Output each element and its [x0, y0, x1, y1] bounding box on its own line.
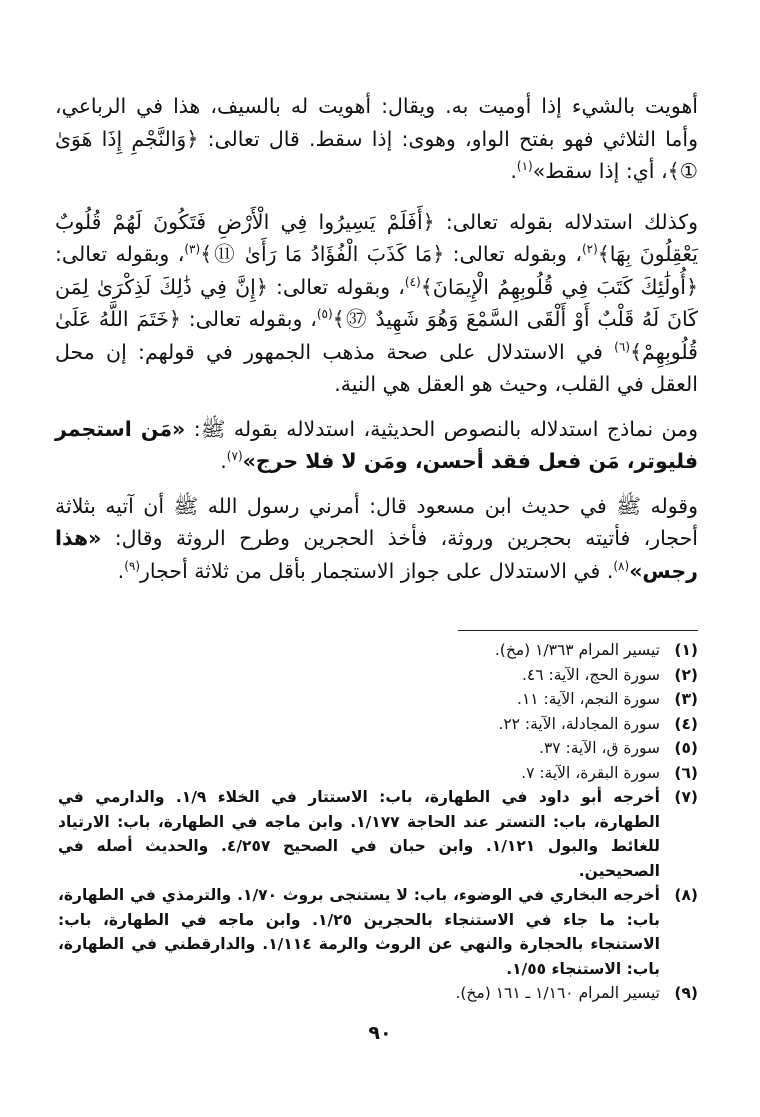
footnote-ref[interactable]: (٩) [124, 558, 141, 573]
paragraph-3 [55, 413, 698, 478]
full-stop: . [220, 449, 227, 473]
paragraph-2 [55, 206, 698, 401]
footnote-ref[interactable]: (٤) [404, 274, 421, 289]
paragraph-text: ، وبقوله تعالى: ﴿مَا كَذَبَ الْفُؤَادُ مَا رَأَىٰ ⑪﴾ [200, 242, 582, 266]
footnote-text: أخرجه أبو داود في الطهارة، باب: الاستتار في الخلاء ١/٩. والدارمي في الطهارة، باب: التستر عند الحاجة ١/١٧٧. وابن ماجه في الطهارة، باب: الارتياد للغائط والبول ١/١٢١. وابن حبان في الصحيح ٤/٢٥٧. والحديث أصله في الصحيحين. [58, 788, 660, 880]
hadith-quote: «هذا رجس» [55, 526, 698, 583]
footnote-ref[interactable]: (٧) [226, 449, 243, 464]
footnote-text: سورة الحج، الآية: ٤٦. [521, 665, 660, 684]
footnote-divider [458, 630, 698, 631]
paragraph-text: وقوله ﷺ في حديث ابن مسعود قال: أمرني رسول الله ﷺ أن آتيه بثلاثة أحجار، فأتيته بحجرين وروثة، فأخذ الحجرين وطرح الروثة وقال: [55, 493, 698, 550]
footnote-number: (٤) [674, 714, 698, 733]
footnote-number: (٥) [674, 739, 698, 757]
footnote-text: تيسير المرام ١/٣٦٣ (مخ). [494, 641, 660, 659]
footnote-number: (١) [674, 641, 698, 659]
footnote-text: سورة البقرة، الآية: ٧. [521, 763, 660, 782]
footnote-ref[interactable]: (٢) [581, 242, 598, 257]
page-number: ٩٠ [368, 1022, 392, 1044]
paragraph-text: ، وبقوله تعالى: ﴿إِنَّ فِي ذَٰلِكَ لَذِكْرَىٰ لِمَن كَانَ لَهُ قَلْبٌ أَوْ أَلْقَى السَّمْعَ وَهُوَ شَهِيدٌ ㊲﴾ [55, 274, 699, 331]
footnote-number: (٨) [674, 886, 698, 904]
footnote-number: (٢) [674, 665, 698, 684]
footnote-item [58, 761, 698, 786]
footnote-item [58, 883, 698, 981]
footnote-number: (٩) [674, 984, 698, 1002]
footnote-text: سورة ق، الآية: ٣٧. [539, 739, 660, 757]
footnote-text: أخرجه البخاري في الوضوء، باب: لا يستنجى بروث ١/٧٠. والترمذي في الطهارة، باب: ما جاء في الاستنجاء بالحجرين ١/٢٥. وابن ماجه في الطهارة، باب: الاستنجاء بالحجارة والنهي عن الروث والرمة ١/١١٤. والدارقطني في الطهارة، باب: الاستنجاء ١/٥٥. [58, 886, 660, 978]
footnote-item [58, 981, 698, 1006]
paragraph-text: في الاستدلال على صحة مذهب الجمهور في قولهم: إن محل العقل في القلب، وحيث هو العقل هي النية. [55, 339, 698, 396]
paragraph-4 [55, 490, 698, 588]
footnote-number: (٣) [674, 690, 698, 708]
paragraph-1 [55, 90, 698, 188]
footnote-text: سورة المجادلة، الآية: ٢٢. [498, 714, 660, 733]
footnote-item [58, 663, 698, 688]
paragraph-text: ، وبقوله تعالى: ﴿خَتَمَ اللَّهُ عَلَىٰ قُلُوبِهِمْ﴾ [55, 307, 698, 364]
footnote-ref[interactable]: (٣) [184, 242, 201, 257]
full-stop: . [510, 159, 517, 183]
hadith-quote: «مَن استجمر فليوتر، مَن فعل فقد أحسن، ومَن لا فلا حرج» [55, 416, 698, 473]
paragraph-text: ، وبقوله تعالى: ﴿أُولَٰئِكَ كَتَبَ فِي قُلُوبِهِمُ الْإِيمَانَ﴾ [55, 242, 698, 299]
footnote-ref[interactable]: (٥) [316, 307, 333, 322]
footnote-number: (٦) [674, 763, 698, 782]
footnote-item [58, 785, 698, 883]
paragraph-text: وكذلك استدلاله بقوله تعالى: ﴿أَفَلَمْ يَسِيرُوا فِي الْأَرْضِ فَتَكُونَ لَهُمْ قُلُوبٌ يَعْقِلُونَ بِهَا﴾ [55, 209, 699, 266]
footnote-ref[interactable]: (٨) [613, 558, 630, 573]
main-text [55, 90, 698, 599]
paragraph-text: . في الاستدلال على جواز الاستجمار بأقل من ثلاثة أحجار [140, 558, 614, 583]
footnote-ref[interactable]: (١) [516, 159, 533, 174]
footnote-text: تيسير المرام ١/١٦٠ ـ ١٦١ (مخ). [455, 984, 660, 1002]
paragraph-text: ومن نماذج استدلاله بالنصوص الحديثية، استدلاله بقوله ﷺ: [185, 416, 698, 441]
footnote-ref[interactable]: (٦) [614, 339, 630, 354]
footnote-text: سورة النجم، الآية: ١١. [517, 690, 660, 708]
footnote-number: (٧) [674, 788, 698, 806]
footnote-item [58, 687, 698, 712]
footnote-item [58, 638, 698, 663]
footnote-item [58, 712, 698, 737]
paragraph-text: أهويت بالشيء إذا أوميت به. ويقال: أهويت له بالسيف، هذا في الرباعي، وأما الثلاثي فهو بفتح الواو، وهوى: إذا سقط. قال تعالى: ﴿وَالنَّجْمِ إِذَا هَوَىٰ ①﴾، أي: إذا سقط» [55, 94, 698, 183]
footnote-item [58, 736, 698, 761]
full-stop: . [117, 558, 125, 583]
footnotes-section [58, 638, 698, 1006]
